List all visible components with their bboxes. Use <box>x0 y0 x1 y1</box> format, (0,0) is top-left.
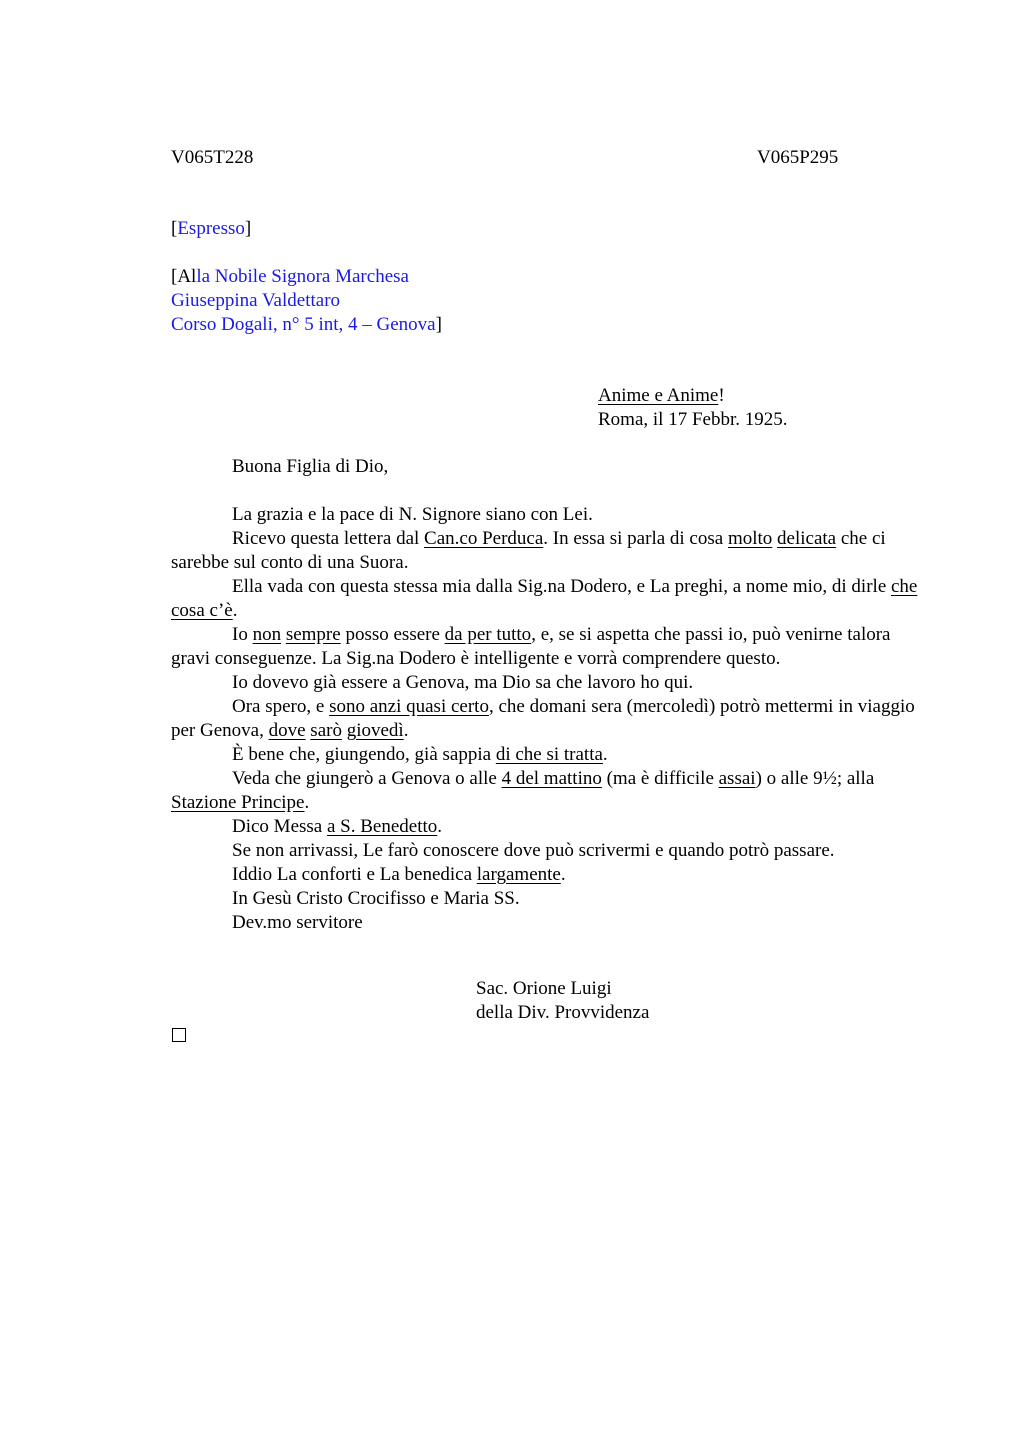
square-glyph <box>172 1028 186 1042</box>
paragraph: Io non sempre posso essere da per tutto, e, se si aspetta che passi io, può venirne talora gravi conseguenze. La Sig.na Dodero è intelligente e vorrà comprendere questo. <box>171 624 891 669</box>
espresso-label: Espresso <box>177 218 245 239</box>
letter-body <box>171 503 926 935</box>
signature-name: Sac. Orione Luigi <box>476 978 612 999</box>
signature-title: della Div. Provvidenza <box>476 1002 650 1023</box>
closing-line: In Gesù Cristo Crocifisso e Maria SS. <box>232 888 520 909</box>
address-line-1: [Alla Nobile Signora Marchesa <box>171 266 409 287</box>
paragraph: Ella vada con questa stessa mia dalla Sig.na Dodero, e La preghi, a nome mio, di dirle che cosa c’è. <box>171 576 918 621</box>
address-line-3: Corso Dogali, n° 5 int, 4 – Genova] <box>171 314 442 335</box>
address-line-2: Giuseppina Valdettaro <box>171 290 341 311</box>
letter-heading <box>598 384 787 432</box>
document-code-left: V065T228 <box>171 147 254 168</box>
paragraph: La grazia e la pace di N. Signore siano con Lei. <box>232 504 593 525</box>
paragraph: Dico Messa a S. Benedetto. <box>232 816 443 837</box>
paragraph: Veda che giungerò a Genova o alle 4 del mattino (ma è difficile assai) o alle 9½; alla Stazione Principe. <box>171 768 875 813</box>
paragraph: Se non arrivassi, Le farò conoscere dove può scrivermi e quando potrò passare. <box>232 840 835 861</box>
paragraph: Ricevo questa lettera dal Can.co Perduca. In essa si parla di cosa molto delicata che ci sarebbe sul conto di una Suora. <box>171 528 886 573</box>
envelope-address <box>171 265 442 337</box>
paragraph: È bene che, giungendo, già sappia di che si tratta. <box>232 744 608 765</box>
closing-line: Dev.mo servitore <box>232 912 363 933</box>
paragraph: Ora spero, e sono anzi quasi certo, che domani sera (mercoledì) potrò mettermi in viaggio per Genova, dove sarò giovedì. <box>171 696 915 741</box>
motto: Anime e Anime! <box>598 385 725 406</box>
espresso-note: [Espresso] <box>171 218 252 239</box>
place-date: Roma, il 17 Febbr. 1925. <box>598 409 788 430</box>
document-code-right: V065P295 <box>757 147 839 168</box>
salutation: Buona Figlia di Dio, <box>232 456 389 477</box>
paragraph: Iddio La conforti e La benedica largamente. <box>232 864 566 885</box>
signature <box>476 977 649 1025</box>
paragraph: Io dovevo già essere a Genova, ma Dio sa che lavoro ho qui. <box>232 672 694 693</box>
